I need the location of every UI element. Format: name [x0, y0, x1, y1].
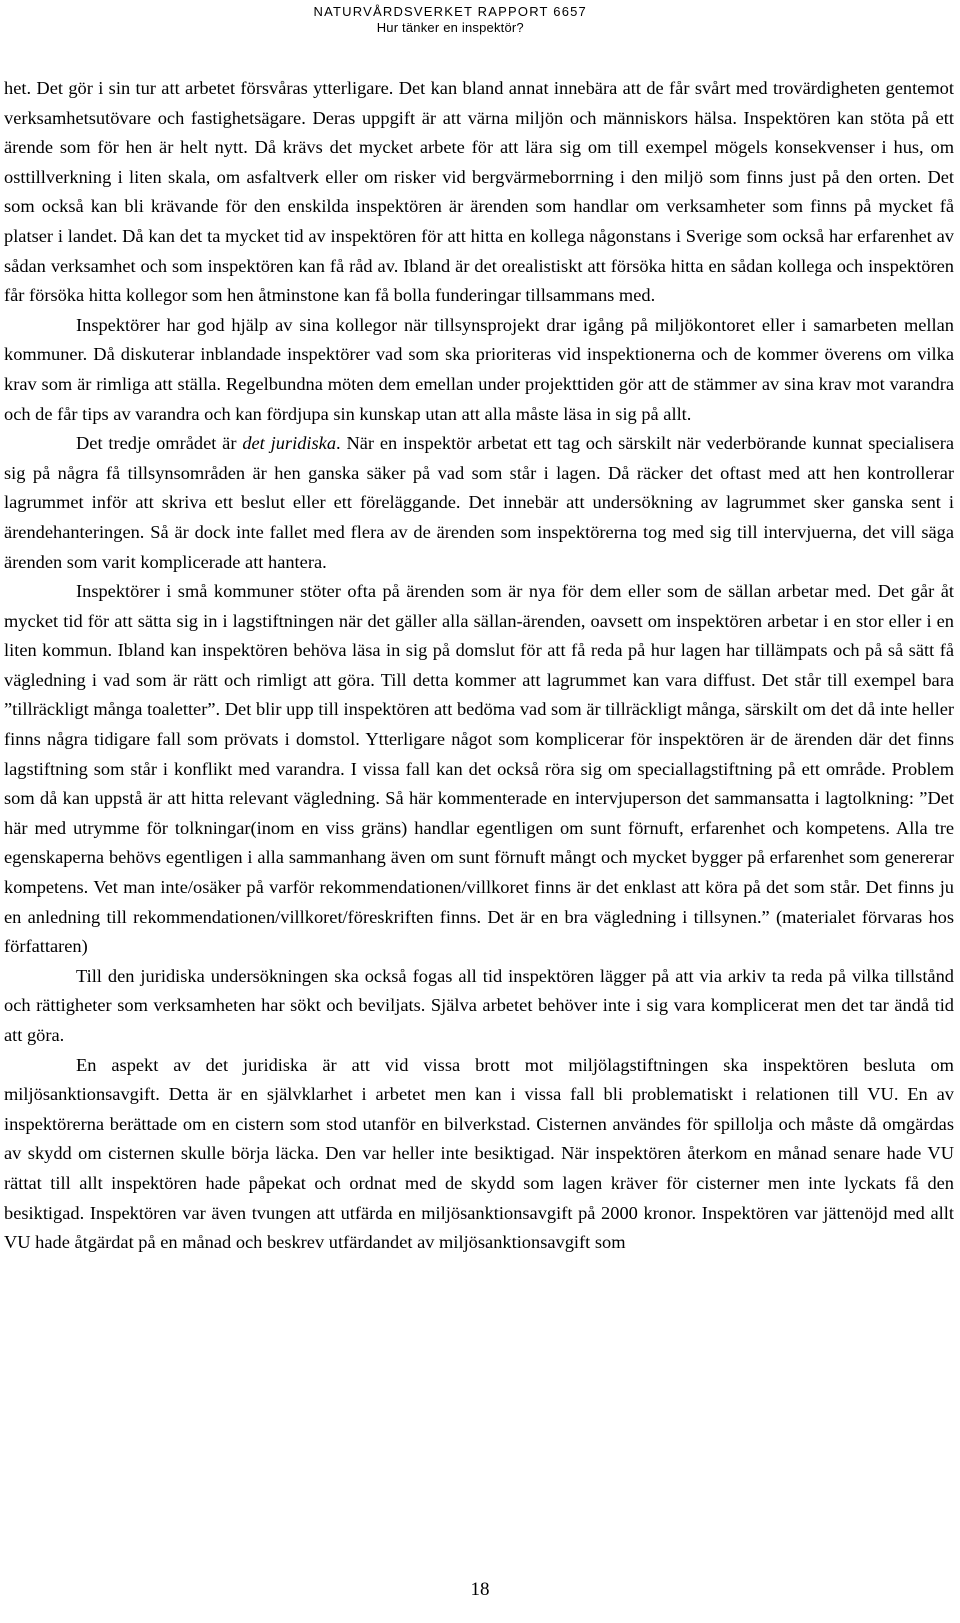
paragraph-1: het. Det gör i sin tur att arbetet försvåras ytterligare. Det kan bland annat innebära att de får svårt med trovärdigheten gentemot verksamhetsutövare och fastighetsägare. Deras uppgift är att värna miljön och människors hälsa. Inspektören kan stöta på ett ärende som för hen är helt nytt. Då krävs det mycket arbete för att lära sig om till exempel mögels konsekvenser i hus, om osttillverkning i liten skala, om asfaltverk eller om risker vid bergvärmeborrning i den miljö som finns just på den orten. Det som också kan bli krävande för den enskilda inspektören är ärenden som handlar om verksamheter som finns på mycket få platser i landet. Då kan det ta mycket tid av inspektören för att hitta en kollega någonstans i Sverige som också har erfarenhet av sådan verksamhet och som inspektören kan få råd av. Ibland är det orealistiskt att försöka hitta en sådan kollega och inspektören får försöka hitta kollegor som hen åtminstone kan få bolla funderingar tillsammans med.	[4, 78, 954, 306]
paragraph-4: Inspektörer i små kommuner stöter ofta på ärenden som är nya för dem eller som de sällan arbetar med. Det går åt mycket tid för att sätta sig in i lagstiftningen när det gäller alla sällan-ärenden, oavsett om inspektören arbetar i en stor eller i en liten kommun. Ibland kan inspektören behöva läsa in sig på domslut för att få reda på hur lagen har tillämpats och på så sätt få vägledning i vad som är rätt och rimligt att göra. Till detta kommer att lagrummet kan vara diffust. Det står till exempel bara ”tillräckligt många toaletter”. Det blir upp till inspektören att bedöma vad som är tillräckligt många, särskilt om det då inte heller finns några tidigare fall som prövats i domstol. Ytterligare något som komplicerar för inspektören är de ärenden där det finns lagstiftning som står i konflikt med varandra. I vissa fall kan det också röra sig om speciallagstiftning på ett område. Problem som då kan uppstå är att hitta relevant vägledning. Så här kommenterade en intervjuperson det sammansatta i lagtolkning: ”Det här med utrymme för tolkningar(inom en viss gräns) handlar egentligen om sunt förnuft, erfarenhet och kompetens. Alla tre egenskaperna behövs egentligen i alla sammanhang även om sunt förnuft mångt och mycket bygger på erfarenhet som genererar kompetens. Vet man inte/osäker på varför rekommendationen/villkoret finns är det enklast att köra på det som står. Det finns ju en anledning till rekommendationen/villkoret/föreskriften finns. Det är en bra vägledning i tillsynen.” (materialet förvaras hos författaren)	[4, 581, 954, 957]
paragraph-3: Det tredje området är det juridiska. När en inspektör arbetat ett tag och särskilt när vederbörande kunnat specialisera sig på några få tillsynsområden är hen ganska säker på vad som står i lagen. Då räcker det oftast med att hen kontrollerar lagrummet inför att skriva ett beslut eller ett föreläggande. Det innebär att undersökning av lagrummet sker ganska sent i ärendehanteringen. Så är dock inte fallet med flera av de ärenden som inspektörerna tog med sig till intervjuerna, det vill säga ärenden som varit komplicerade att hantera.	[4, 433, 954, 572]
header-publisher: NATURVÅRDSVERKET RAPPORT 6657	[313, 4, 587, 19]
body-text	[4, 74, 954, 1258]
page-number: 18	[470, 1579, 490, 1600]
header-subtitle: Hur tänker en inspektör?	[376, 20, 524, 35]
paragraph-2: Inspektörer har god hjälp av sina kollegor när tillsynsprojekt drar igång på miljökontoret eller i samarbeten mellan kommuner. Då diskuterar inblandade inspektörer vad som ska prioriteras vid inspektionerna och de kommer överens om vilka krav som är rimliga att ställa. Regelbundna möten dem emellan under projekttiden gör att de stämmer av sina krav mot varandra och de får tips av varandra och kan fördjupa sin kunskap utan att alla måste läsa in sig på allt.	[4, 314, 954, 424]
running-header	[314, 4, 587, 36]
paragraph-6: En aspekt av det juridiska är att vid vissa brott mot miljölagstiftningen ska inspektören besluta om miljösanktionsavgift. Detta är en självklarhet i arbetet men kan i vissa fall bli problematiskt i relationen till VU. En av inspektörerna berättade om en cistern som stod utanför en bilverkstad. Cisternen användes för spillolja och måste då omgärdas av skydd om cisternen skulle börja läcka. Den var heller inte besiktigad. När inspektören återkom en månad senare hade VU rättat till allt inspektören hade påpekat och ordnat med de skydd som lagen kräver för cisterner men inte lyckats få den besiktigad. Inspektören var även tvungen att utfärda en miljösanktionsavgift på 2000 kronor. Inspektören var jättenöjd med allt VU hade åtgärdat på en månad och beskrev utfärdandet av miljösanktionsavgift som	[4, 1054, 954, 1253]
paragraph-5: Till den juridiska undersökningen ska också fogas all tid inspektören lägger på att via arkiv ta reda på vilka tillstånd och rättigheter som verksamheten har sökt och beviljats. Själva arbetet behöver inte i sig vara komplicerat men det tar ändå tid att göra.	[4, 965, 954, 1045]
emphasis-term: det juridiska	[242, 433, 337, 454]
